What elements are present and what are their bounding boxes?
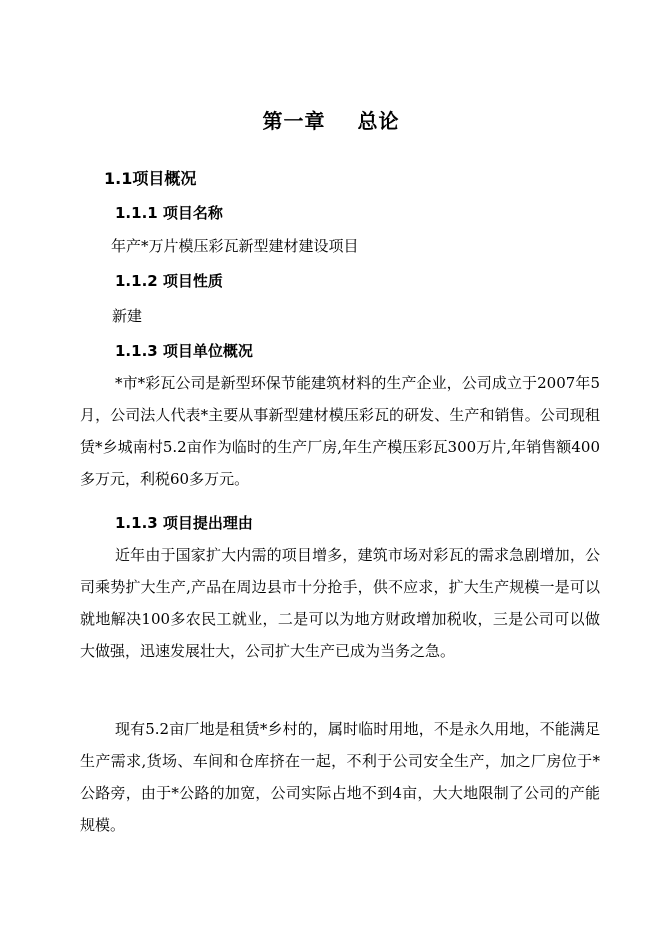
chapter-number: 第一章 <box>262 109 326 133</box>
section-heading-1-1-3-unit: 1.1.3 项目单位概况 <box>115 342 253 360</box>
reason-paragraph-1: 近年由于国家扩大内需的项目增多，建筑市场对彩瓦的需求急剧增加，公司乘势扩大生产,产品在周边县市十分抢手，供不应求，扩大生产规模一是可以就地解决100多农民工就业，二是可以为地方财政增加税收，三是公司可以做大做强，迅速发展壮大，公司扩大生产已成为当务之急。 <box>80 546 600 660</box>
reason-paragraph-2: 现有5.2亩厂地是租赁*乡村的，属时临时用地，不是永久用地，不能满足生产需求,货场、车间和仓库挤在一起，不利于公司安全生产，加之厂房位于*公路旁，由于*公路的加宽，公司实际占地不到4亩，大大地限制了公司的产能规模。 <box>80 720 600 834</box>
project-nature-text: 新建 <box>112 307 143 325</box>
project-name-text: 年产*万片模压彩瓦新型建材建设项目 <box>111 237 359 255</box>
section-heading-1-1: 1.1项目概况 <box>104 169 197 188</box>
chapter-title <box>0 105 662 134</box>
chapter-name: 总论 <box>357 109 400 133</box>
section-heading-1-1-3-reason: 1.1.3 项目提出理由 <box>115 514 253 532</box>
section-heading-1-1-2: 1.1.2 项目性质 <box>115 272 223 290</box>
section-heading-1-1-1: 1.1.1 项目名称 <box>115 204 223 222</box>
unit-overview-paragraph: *市*彩瓦公司是新型环保节能建筑材料的生产企业，公司成立于2007年5月，公司法人代表*主要从事新型建材模压彩瓦的研发、生产和销售。公司现租赁*乡城南村5.2亩作为临时的生产厂房,年生产模压彩瓦300万片,年销售额400多万元，利税60多万元。 <box>80 374 600 488</box>
